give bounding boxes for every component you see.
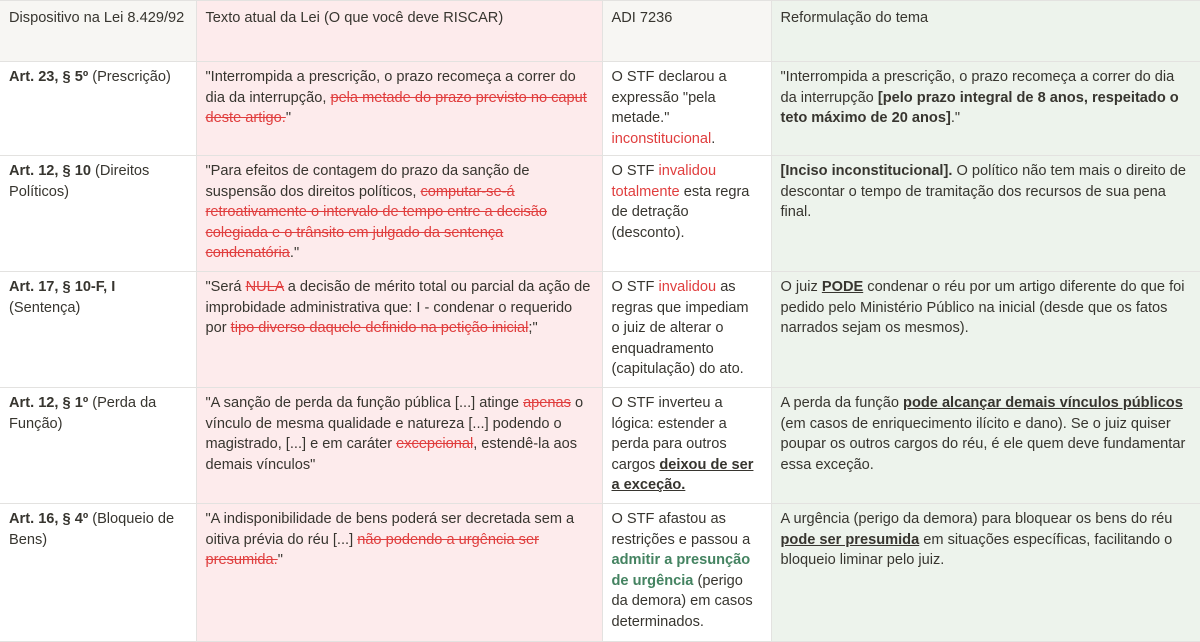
adi-cell xyxy=(602,388,771,504)
law-text: "Será xyxy=(205,279,246,295)
texto-atual-cell xyxy=(196,388,602,504)
reformulacao-cell xyxy=(771,156,1200,272)
adi-cell xyxy=(602,504,771,642)
adi-cell xyxy=(602,62,771,156)
highlight-text: inconstitucional xyxy=(611,130,712,147)
ref-text: ." xyxy=(950,110,961,126)
article-desc: (Perda da Função) xyxy=(9,395,157,432)
reformulacao-cell xyxy=(771,504,1200,642)
header-row xyxy=(0,1,1200,62)
struck-text: apenas xyxy=(523,395,571,411)
law-text: , estendê-la aos demais vínculos" xyxy=(205,436,578,473)
adi-text: O STF afastou as restrições e passou a xyxy=(611,511,751,548)
header-dispositivo: Dispositivo na Lei 8.429/92 xyxy=(0,1,196,62)
struck-text: tipo diverso daquele definido na petição inicial xyxy=(230,320,529,336)
law-text: " xyxy=(277,552,283,568)
table-row xyxy=(0,156,1200,272)
law-text: " xyxy=(285,110,292,126)
header-reformulacao: Reformulação do tema xyxy=(771,1,1200,62)
article-desc: (Sentença) xyxy=(9,299,81,316)
dispositivo-cell xyxy=(0,388,196,504)
article-desc: (Bloqueio de Bens) xyxy=(9,511,175,548)
underlined-text: PODE xyxy=(821,279,864,295)
adi-text: esta regra de detração (desconto). xyxy=(611,183,750,241)
ref-text: A perda da função xyxy=(780,395,904,411)
reformulacao-cell xyxy=(771,62,1200,156)
adi-text: O STF xyxy=(611,279,659,295)
bold-text: [Inciso inconstitucional]. xyxy=(780,163,953,179)
texto-atual-cell xyxy=(196,156,602,272)
article-desc: (Prescrição) xyxy=(88,69,171,85)
reformulacao-cell xyxy=(771,272,1200,388)
struck-text: NULA xyxy=(245,279,284,295)
article-ref: Art. 12, § 1º xyxy=(9,395,89,411)
bold-text: [pelo prazo integral de 8 anos, respeitado o teto máximo de 20 anos] xyxy=(780,89,1179,126)
law-text: ." xyxy=(289,245,300,261)
article-ref: Art. 17, § 10-F, I xyxy=(9,279,116,295)
article-ref: Art. 12, § 10 xyxy=(9,163,91,179)
article-ref: Art. 16, § 4º xyxy=(9,511,89,527)
struck-text: computar-se-á retroativamente o intervalo de tempo entre a decisão colegiada e o trânsito em julgado da sentença condenatória xyxy=(205,183,548,261)
header-texto-atual: Texto atual da Lei (O que você deve RISCAR) xyxy=(196,1,602,62)
adi-text: . xyxy=(711,130,716,147)
ref-text: "Interrompida a prescrição, o prazo recomeça a correr do dia da interrupção xyxy=(780,69,1175,106)
article-desc: (Direitos Políticos) xyxy=(9,163,150,200)
adi-cell xyxy=(602,156,771,272)
header-adi: ADI 7236 xyxy=(602,1,771,62)
adi-text: O STF declarou a expressão "pela metade." xyxy=(611,69,727,126)
green-highlight-text: admitir a presunção de urgência xyxy=(611,552,751,589)
law-text: "A indisponibilidade de bens poderá ser decretada sem a oitiva prévia do réu [...] xyxy=(205,511,575,548)
law-text: "Para efeitos de contagem do prazo da sanção de suspensão dos direitos políticos, xyxy=(205,163,530,200)
table-row xyxy=(0,388,1200,504)
ref-text: O juiz xyxy=(780,279,822,295)
struck-text: não podendo a urgência ser presumida. xyxy=(205,531,539,568)
law-text: o vínculo de mesma qualidade e natureza [...] podendo o magistrado, [...] e em caráter xyxy=(205,395,584,452)
texto-atual-cell xyxy=(196,504,602,642)
dispositivo-cell xyxy=(0,156,196,272)
adi-text: O STF inverteu a lógica: estender a perda para outros cargos xyxy=(611,395,727,473)
adi-cell xyxy=(602,272,771,388)
texto-atual-cell xyxy=(196,272,602,388)
article-ref: Art. 23, § 5º xyxy=(9,69,89,85)
ref-text: A urgência (perigo da demora) para bloquear os bens do réu xyxy=(780,511,1173,527)
ref-text: em situações específicas, facilitando o bloqueio liminar pelo juiz. xyxy=(780,531,1173,568)
law-text: a decisão de mérito total ou parcial da ação de improbidade administrativa que: I - condenar o requerido por xyxy=(205,279,591,336)
reformulacao-cell xyxy=(771,388,1200,504)
highlight-text: invalidou xyxy=(658,279,717,295)
underlined-text: deixou de ser a exceção. xyxy=(611,456,754,493)
highlight-text: invalidou totalmente xyxy=(611,163,717,200)
underlined-text: pode ser presumida xyxy=(780,531,920,548)
ref-text: O político não tem mais o direito de descontar o tempo de tramitação dos recursos de sua pena final. xyxy=(780,163,1187,220)
law-text: "Interrompida a prescrição, o prazo recomeça a correr do dia da interrupção, xyxy=(205,69,576,106)
law-text: "A sanção de perda da função pública [...] atinge xyxy=(205,395,524,411)
table-row xyxy=(0,62,1200,156)
dispositivo-cell xyxy=(0,62,196,156)
ref-text: condenar o réu por um artigo diferente do que foi pedido pelo Ministério Público na inicial (desde que os fatos narrados sejam os mesmos). xyxy=(780,279,1185,336)
struck-text: pela metade do prazo previsto no caput deste artigo. xyxy=(205,89,587,126)
dispositivo-cell xyxy=(0,504,196,642)
texto-atual-cell xyxy=(196,62,602,156)
struck-text: excepcional xyxy=(396,436,474,452)
adi-text: (perigo da demora) em casos determinados. xyxy=(611,572,753,630)
adi-text: O STF xyxy=(611,163,659,179)
law-text: ;" xyxy=(528,320,538,336)
table-row xyxy=(0,272,1200,388)
adi-text: as regras que impediam o juiz de alterar o enquadramento (capitulação) do ato. xyxy=(611,279,749,377)
dispositivo-cell xyxy=(0,272,196,388)
underlined-text: pode alcançar demais vínculos públicos xyxy=(903,395,1183,411)
ref-text: (em casos de enriquecimento ilícito e dano). Se o juiz quiser poupar os outros cargos do réu, é ele quem deve fundamentar essa exceção. xyxy=(780,415,1186,473)
table-row xyxy=(0,504,1200,642)
